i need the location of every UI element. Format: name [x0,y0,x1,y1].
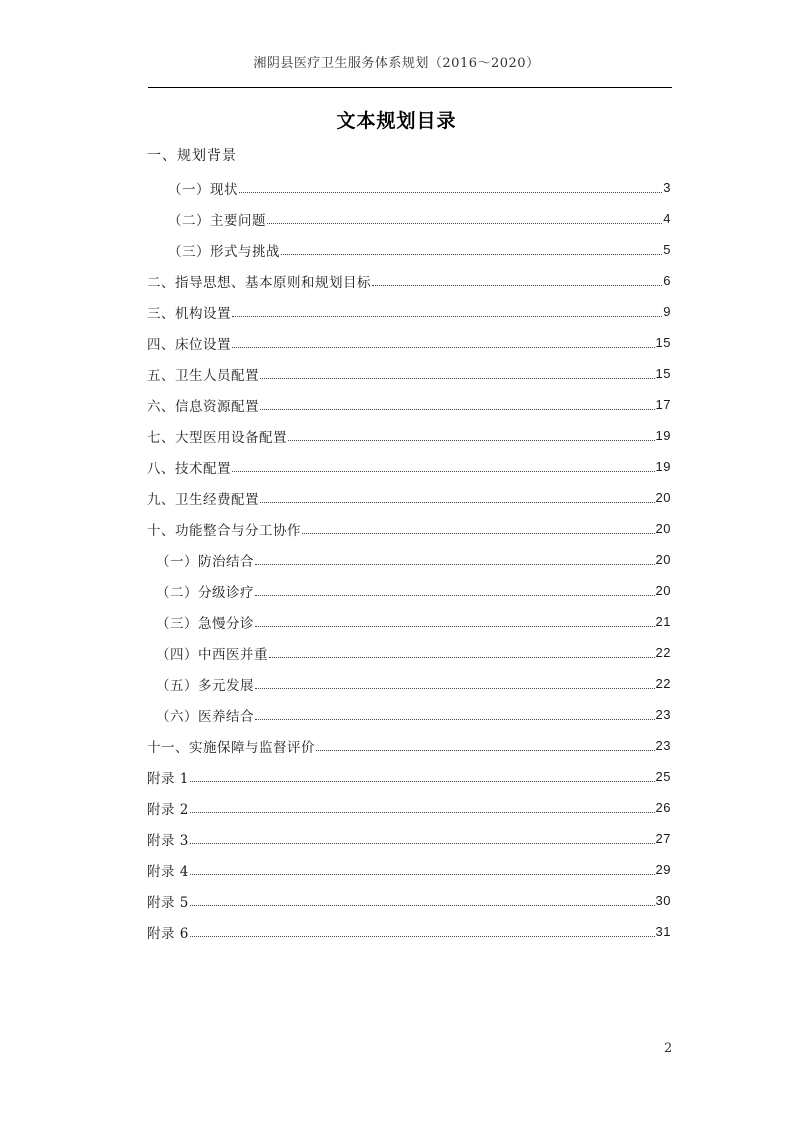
toc-entry-label: 三、机构设置 [147,305,231,322]
toc-entry[interactable] [0,792,793,823]
toc-entry-page: 6 [663,273,671,288]
toc-entry-label: （六）医养结合 [156,708,254,725]
toc-entry[interactable] [0,606,793,637]
toc-entry-page: 17 [655,397,671,412]
toc-entry-label: 七、大型医用设备配置 [147,429,287,446]
toc-entry[interactable] [0,668,793,699]
toc-entry-label: 附录 2 [147,801,189,818]
toc-entry[interactable] [0,575,793,606]
toc-entry-page: 26 [655,800,671,815]
toc-entry[interactable] [0,420,793,451]
toc-entry-page: 20 [655,552,671,567]
toc-entry-page: 25 [655,769,671,784]
dot-leader [269,657,655,658]
toc-entry[interactable] [0,482,793,513]
toc-entry-page: 9 [663,304,671,319]
dot-leader [281,254,662,255]
toc-entry-page: 23 [655,707,671,722]
dot-leader [260,409,655,410]
dot-leader [232,347,655,348]
toc-entry[interactable] [0,513,793,544]
toc-entry-page: 4 [663,211,671,226]
toc-entry-label: 附录 1 [147,770,189,787]
toc-entry[interactable] [0,327,793,358]
toc-entry[interactable] [0,544,793,575]
toc-entry-page: 29 [655,862,671,877]
toc-entry-label: 八、技术配置 [147,460,231,477]
toc-entry[interactable] [0,234,793,265]
toc-entry-page: 27 [655,831,671,846]
toc-entry-label: 附录 6 [147,925,189,942]
toc-entry-label: （一）现状 [168,181,238,198]
toc-entry-label: 五、卫生人员配置 [147,367,259,384]
dot-leader [190,812,655,813]
toc-entry-label: （二）分级诊疗 [156,584,254,601]
toc-entry[interactable] [0,823,793,854]
dot-leader [255,626,655,627]
toc-entry[interactable] [0,451,793,482]
toc-entry[interactable] [0,203,793,234]
dot-leader [190,781,655,782]
toc-list [0,172,793,947]
toc-entry-label: （一）防治结合 [156,553,254,570]
toc-entry[interactable] [0,699,793,730]
toc-entry[interactable] [0,358,793,389]
dot-leader [372,285,662,286]
toc-entry[interactable] [0,172,793,203]
dot-leader [255,564,655,565]
toc-entry[interactable] [0,854,793,885]
toc-entry-page: 22 [655,676,671,691]
toc-entry-label: （五）多元发展 [156,677,254,694]
dot-leader [255,719,655,720]
toc-entry[interactable] [0,389,793,420]
toc-entry-page: 22 [655,645,671,660]
toc-section-heading[interactable]: 一、规划背景 [147,148,237,164]
toc-entry-page: 20 [655,521,671,536]
dot-leader [260,502,655,503]
toc-entry[interactable] [0,916,793,947]
dot-leader [190,936,655,937]
dot-leader [316,750,655,751]
dot-leader [190,874,655,875]
dot-leader [260,378,655,379]
running-header: 湘阴县医疗卫生服务体系规划（2016～2020） [253,56,540,71]
header-divider [148,87,672,88]
toc-entry-label: （三）形式与挑战 [168,243,280,260]
dot-leader [190,905,655,906]
toc-entry[interactable] [0,637,793,668]
dot-leader [255,688,655,689]
toc-entry-label: 六、信息资源配置 [147,398,259,415]
toc-entry-page: 30 [655,893,671,908]
toc-entry-page: 15 [655,335,671,350]
toc-entry-label: 十一、实施保障与监督评价 [147,739,315,756]
toc-title: 文本规划目录 [336,110,457,132]
toc-entry-page: 19 [655,428,671,443]
toc-entry-label: （三）急慢分诊 [156,615,254,632]
toc-entry-page: 19 [655,459,671,474]
page-number: 2 [664,1041,673,1056]
dot-leader [255,595,655,596]
toc-entry-page: 23 [655,738,671,753]
toc-entry-page: 3 [663,180,671,195]
dot-leader [190,843,655,844]
dot-leader [232,316,662,317]
toc-entry-page: 31 [655,924,671,939]
toc-entry-label: 十、功能整合与分工协作 [147,522,301,539]
dot-leader [232,471,655,472]
toc-entry-page: 5 [663,242,671,257]
toc-entry-label: （四）中西医并重 [156,646,268,663]
dot-leader [302,533,655,534]
toc-entry-page: 21 [655,614,671,629]
toc-entry[interactable] [0,885,793,916]
toc-entry-label: 四、床位设置 [147,336,231,353]
toc-entry-label: 附录 3 [147,832,189,849]
toc-entry[interactable] [0,296,793,327]
toc-entry-label: 附录 4 [147,863,189,880]
toc-entry[interactable] [0,265,793,296]
toc-entry-label: 附录 5 [147,894,189,911]
toc-entry-page: 20 [655,583,671,598]
toc-entry-label: 九、卫生经费配置 [147,491,259,508]
dot-leader [288,440,655,441]
toc-entry[interactable] [0,761,793,792]
toc-entry-label: 二、指导思想、基本原则和规划目标 [147,274,371,291]
toc-entry-page: 15 [655,366,671,381]
dot-leader [267,223,662,224]
toc-entry-page: 20 [655,490,671,505]
toc-entry-label: （二）主要问题 [168,212,266,229]
dot-leader [239,192,662,193]
toc-entry[interactable] [0,730,793,761]
